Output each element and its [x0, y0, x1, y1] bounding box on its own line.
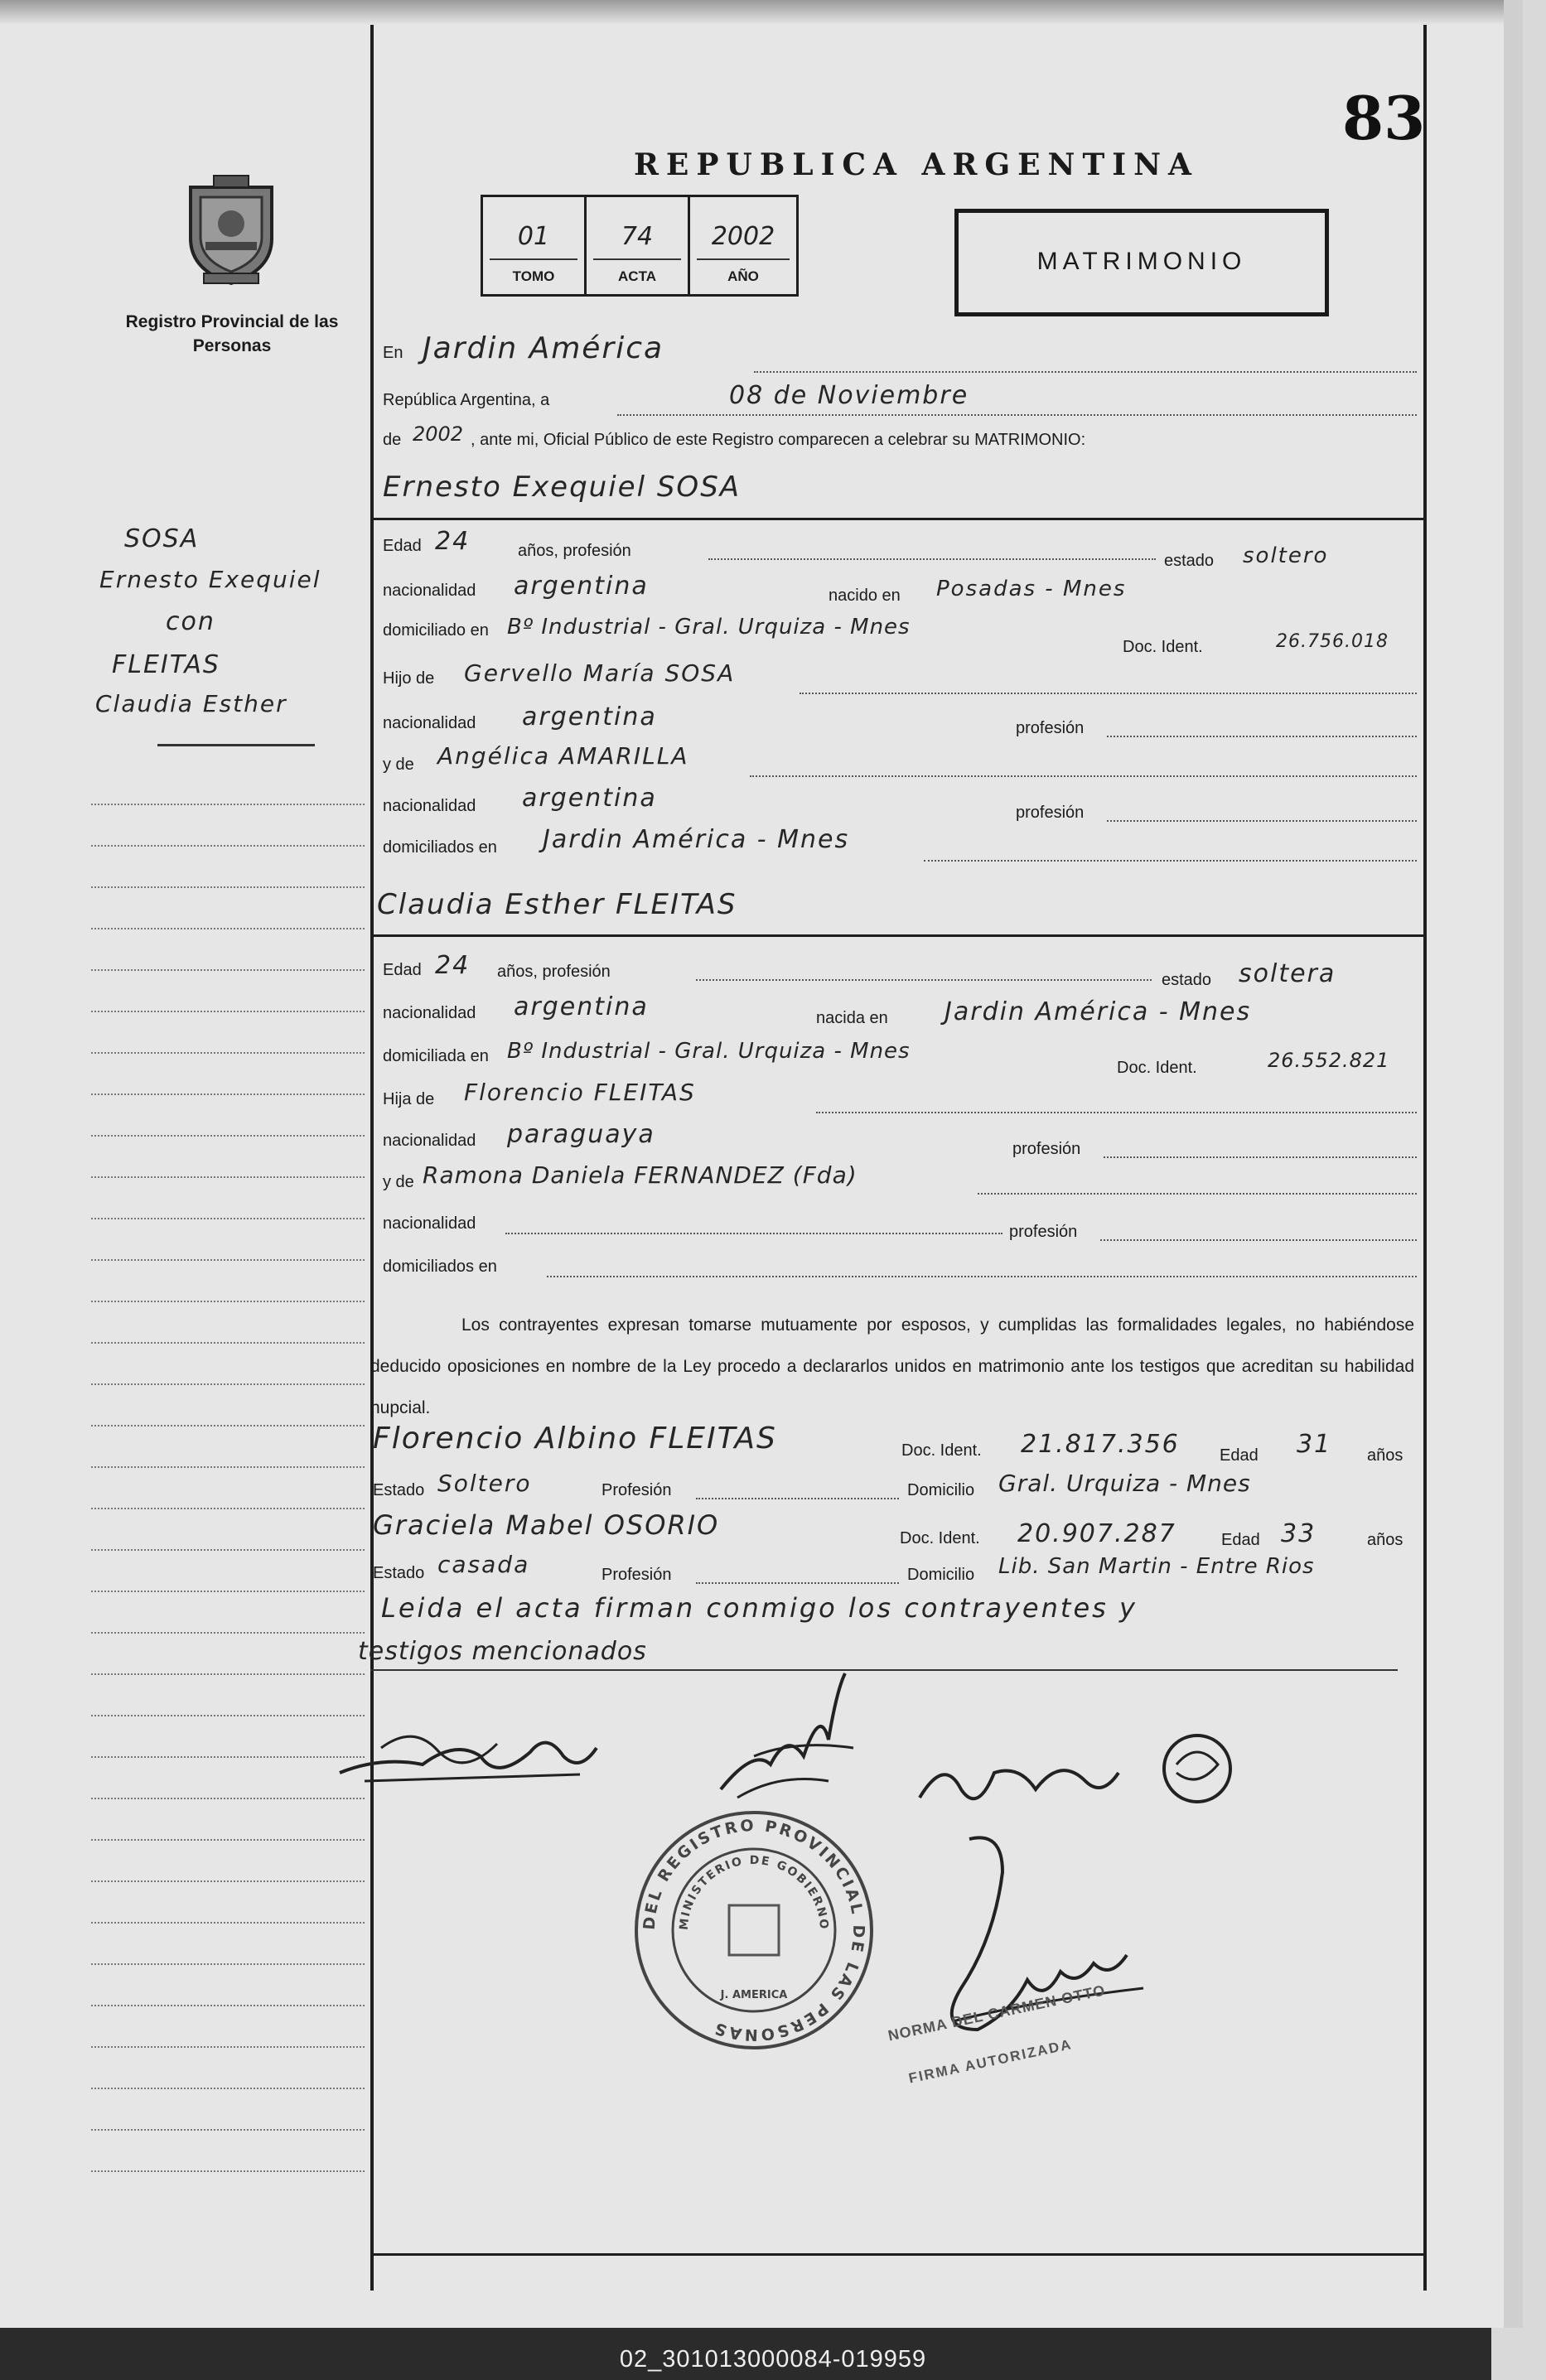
groom-document-number: 26.756.018 [1276, 631, 1389, 652]
margin-ruled-line [91, 1259, 365, 1261]
bride-estado: soltera [1239, 959, 1336, 988]
form-type-box [954, 209, 1329, 316]
groom-hijo-label: Hijo de [383, 669, 435, 688]
margin-ruled-line [91, 969, 365, 971]
official-stamp-name: NORMA DEL CARMEN OTTO [887, 1982, 1107, 2044]
ceremony-date: 08 de Noviembre [729, 381, 969, 410]
bride-signature [704, 1657, 870, 1814]
groom-father-prof-label: profesión [1016, 719, 1085, 737]
bride-anios-label: años, profesión [497, 963, 611, 981]
margin-ruled-line [91, 1549, 365, 1551]
margin-ruled-line [91, 1632, 365, 1634]
margin-ruled-line [91, 2170, 365, 2172]
groom-profesion-line [708, 558, 1156, 560]
margin-groom-surname: SOSA [124, 524, 200, 553]
anio-cell [690, 197, 796, 294]
margin-ruled-line [91, 1880, 365, 1882]
witness1-profesion-label: Profesión [601, 1481, 672, 1499]
witness2-age: 33 [1281, 1519, 1317, 1548]
margin-ruled-line [91, 1963, 365, 1965]
margin-ruled-line [91, 1176, 365, 1178]
tomo-value: 01 [517, 222, 550, 251]
margin-bride-name: Claudia Esther [95, 690, 287, 717]
witness1-name: Florencio Albino FLEITAS [373, 1422, 777, 1456]
country-heading: REPUBLICA ARGENTINA [634, 147, 1199, 182]
svg-text:DEL REGISTRO PROVINCIAL DE LAS [640, 1817, 867, 2044]
groom-father-line [800, 693, 1417, 694]
margin-ruled-line [91, 1093, 365, 1095]
witness2-profesion-label: Profesión [601, 1566, 672, 1584]
bride-birthplace: Jardin América - Mnes [945, 997, 1252, 1026]
seal-place-text: J. AMERICA [720, 1989, 788, 2001]
margin-groom-name: Ernesto Exequiel [99, 566, 321, 593]
bride-doc-label: Doc. Ident. [1117, 1059, 1197, 1077]
place-dotted-line [754, 371, 1417, 373]
margin-ruled-line [91, 1673, 365, 1675]
groom-mother-nationality: argentina [522, 784, 657, 813]
closing-line-1: Leida el acta firman conmigo los contrayentes y [381, 1592, 1138, 1624]
margin-ruled-line [91, 2005, 365, 2006]
ceremony-year: 2002 [413, 422, 464, 446]
seal-outer-text: DEL REGISTRO PROVINCIAL DE LAS PERSONAS [640, 1816, 868, 2044]
bride-parents-dom-label: domiciliados en [383, 1258, 497, 1276]
bride-profesion-line [696, 979, 1152, 981]
margin-ruled-line [91, 2129, 365, 2131]
bride-mother-name: Ramona Daniela FERNANDEZ (Fda) [423, 1161, 858, 1189]
groom-domiciliado-label: domiciliado en [383, 621, 489, 640]
bride-father-prof-label: profesión [1012, 1140, 1081, 1158]
margin-con: con [166, 607, 215, 636]
witness1-anios-label: años [1367, 1446, 1403, 1465]
right-rule [1423, 25, 1427, 2291]
margin-ruled-line [91, 1798, 365, 1799]
groom-birthplace: Posadas - Mnes [936, 577, 1127, 601]
margin-ruled-line [91, 1052, 365, 1054]
page-number: 83 [1342, 83, 1426, 153]
page-right-edge [1504, 0, 1523, 2328]
declaration-paragraph: Los contrayentes expresan tomarse mutuamente por esposos, y cumplidas las formalidades legales, no habiéndose deducido oposiciones en nombre de la Ley procedo a declararlos unidos en matrimonio ante los testigos que acreditan su habilidad nupcial. [370, 1316, 1414, 1417]
margin-bride-surname: FLEITAS [112, 650, 220, 679]
witness1-estado-label: Estado [373, 1481, 425, 1499]
bride-father-line [816, 1112, 1417, 1113]
groom-separator [370, 518, 1427, 520]
form-type-label: MATRIMONIO [1036, 248, 1247, 275]
bride-mother-nac-label: nacionalidad [383, 1214, 476, 1233]
groom-parents-domicile: Jardin América - Mnes [543, 825, 850, 854]
witness2-edad-label: Edad [1221, 1531, 1260, 1549]
coat-of-arms-emblem [181, 172, 282, 288]
bride-father-nac-label: nacionalidad [383, 1132, 476, 1150]
bride-y-de-label: y de [383, 1173, 414, 1191]
margin-ruled-line [91, 845, 365, 847]
seal-inner-text: MINISTERIO DE GOBIERNO [677, 1853, 831, 1931]
ceremony-place: Jardin América [423, 331, 664, 365]
witness2-profesion-line [696, 1582, 899, 1584]
bride-separator [370, 934, 1427, 937]
margin-ruled-line [91, 1591, 365, 1592]
bride-father-nationality: paraguaya [507, 1120, 655, 1149]
bride-nacionalidad-label: nacionalidad [383, 1004, 476, 1022]
margin-ruled-line [91, 2046, 365, 2048]
bride-mother-prof-line [1100, 1239, 1417, 1241]
margin-ruled-line [91, 1715, 365, 1716]
document-id: 02_301013000084-019959 [619, 2346, 927, 2373]
bride-estado-label: estado [1162, 971, 1212, 989]
margin-ruled-line [91, 1425, 365, 1427]
witness2-domicilio-label: Domicilio [907, 1566, 975, 1584]
tomo-label: TOMO [512, 268, 555, 284]
svg-text:MINISTERIO DE GOBIERNO [678, 1854, 831, 1931]
groom-estado: soltero [1243, 543, 1329, 568]
tomo-underline [490, 258, 577, 260]
appearance-statement: , ante mi, Oficial Público de este Registro comparecen a celebrar su MATRIMONIO: [471, 431, 1086, 449]
de-label: de [383, 431, 402, 449]
bride-father-prof-line [1104, 1156, 1417, 1158]
margin-ruled-line [91, 1839, 365, 1841]
acta-label: ACTA [618, 268, 656, 284]
anio-underline [697, 258, 790, 260]
margin-ruled-line [91, 804, 365, 805]
groom-father-nac-label: nacionalidad [383, 714, 476, 732]
groom-mother-line [750, 775, 1417, 777]
registry-label: Registro Provincial de las Personas [125, 312, 339, 355]
groom-father-prof-line [1107, 736, 1417, 737]
margin-ruled-line [91, 1011, 365, 1012]
witness1-age: 31 [1297, 1430, 1332, 1459]
bride-parents-dom-line [547, 1276, 1417, 1277]
groom-mother-prof-label: profesión [1016, 804, 1085, 822]
groom-doc-label: Doc. Ident. [1123, 638, 1203, 656]
margin-ruled-line [91, 1922, 365, 1924]
closing-underline [370, 1669, 1398, 1671]
bride-edad-label: Edad [383, 961, 422, 979]
witness-signatures [911, 1723, 1259, 1822]
groom-parents-dom-label: domiciliados en [383, 838, 497, 857]
bride-father-name: Florencio FLEITAS [464, 1079, 696, 1106]
witness2-domicile: Lib. San Martin - Entre Rios [998, 1554, 1315, 1579]
groom-parents-dom-line [924, 860, 1417, 862]
groom-nacido-label: nacido en [829, 587, 901, 605]
bride-nacida-label: nacida en [816, 1009, 888, 1027]
margin-ruled-line [91, 2088, 365, 2089]
groom-mother-prof-line [1107, 820, 1417, 822]
groom-y-de-label: y de [383, 756, 414, 774]
witness1-doc-label: Doc. Ident. [901, 1441, 982, 1460]
witness2-document-number: 20.907.287 [1017, 1519, 1176, 1548]
official-stamp-title: FIRMA AUTORIZADA [907, 2036, 1074, 2087]
closing-line-2: testigos mencionados [358, 1637, 647, 1666]
margin-ruled-line [91, 1342, 365, 1344]
groom-nationality: argentina [514, 572, 649, 601]
margin-ruled-line [91, 1218, 365, 1219]
groom-signature [331, 1707, 605, 1798]
bride-name: Claudia Esther FLEITAS [377, 888, 737, 921]
bottom-rule [370, 2253, 1427, 2256]
bride-hija-label: Hija de [383, 1090, 435, 1108]
witness1-domicilio-label: Domicilio [907, 1481, 975, 1499]
witness2-doc-label: Doc. Ident. [900, 1529, 980, 1547]
groom-mother-name: Angélica AMARILLA [437, 742, 689, 770]
page-top-shadow [0, 0, 1523, 25]
bride-age: 24 [435, 951, 471, 980]
groom-nacionalidad-label: nacionalidad [383, 582, 476, 600]
witness1-domicile: Gral. Urquiza - Mnes [998, 1470, 1251, 1497]
bride-nationality: argentina [514, 992, 649, 1021]
margin-ruled-line [91, 928, 365, 929]
bride-mother-prof-label: profesión [1009, 1223, 1078, 1241]
witness2-anios-label: años [1367, 1531, 1403, 1549]
groom-father-name: Gervello María SOSA [464, 659, 736, 687]
margin-ruled-line [91, 1135, 365, 1137]
witness1-document-number: 21.817.356 [1021, 1430, 1180, 1459]
tomo-acta-box [481, 195, 799, 297]
groom-edad-label: Edad [383, 537, 422, 555]
date-dotted-line [617, 414, 1417, 416]
groom-age: 24 [435, 527, 471, 556]
margin-ruled-line [91, 1301, 365, 1302]
margin-rule [370, 25, 374, 2291]
acta-cell [587, 197, 690, 294]
margin-ruled-line [91, 886, 365, 888]
bride-mother-line [978, 1193, 1417, 1195]
margin-ruled-line [91, 1756, 365, 1758]
witness1-profesion-line [696, 1498, 899, 1499]
groom-anios-label: años, profesión [518, 542, 631, 560]
bride-domicile: Bº Industrial - Gral. Urquiza - Mnes [507, 1039, 911, 1064]
margin-ruled-line [91, 1466, 365, 1468]
official-seal [630, 1806, 878, 2054]
bride-mother-nac-line [505, 1233, 1002, 1234]
bride-document-number: 26.552.821 [1268, 1049, 1390, 1072]
groom-name: Ernesto Exequiel SOSA [383, 471, 742, 504]
acta-value: 74 [621, 222, 654, 251]
groom-domicile: Bº Industrial - Gral. Urquiza - Mnes [507, 615, 911, 640]
groom-father-nationality: argentina [522, 702, 657, 731]
acta-underline [593, 258, 681, 260]
anio-value: 2002 [711, 222, 775, 251]
tomo-cell [483, 197, 587, 294]
groom-mother-nac-label: nacionalidad [383, 797, 476, 815]
anio-label: AÑO [727, 268, 759, 284]
witness1-estado: Soltero [437, 1470, 532, 1497]
bride-domiciliada-label: domiciliada en [383, 1047, 489, 1065]
witness1-edad-label: Edad [1220, 1446, 1259, 1465]
margin-ruled-line [91, 1383, 365, 1385]
witness2-estado: casada [437, 1551, 530, 1578]
en-label: En [383, 344, 403, 362]
witness2-name: Graciela Mabel OSORIO [373, 1509, 720, 1541]
witness2-estado-label: Estado [373, 1564, 425, 1582]
margin-ruled-line [91, 1508, 365, 1509]
republica-label: República Argentina, a [383, 391, 550, 409]
groom-estado-label: estado [1164, 552, 1215, 570]
margin-note-underline [157, 744, 315, 746]
